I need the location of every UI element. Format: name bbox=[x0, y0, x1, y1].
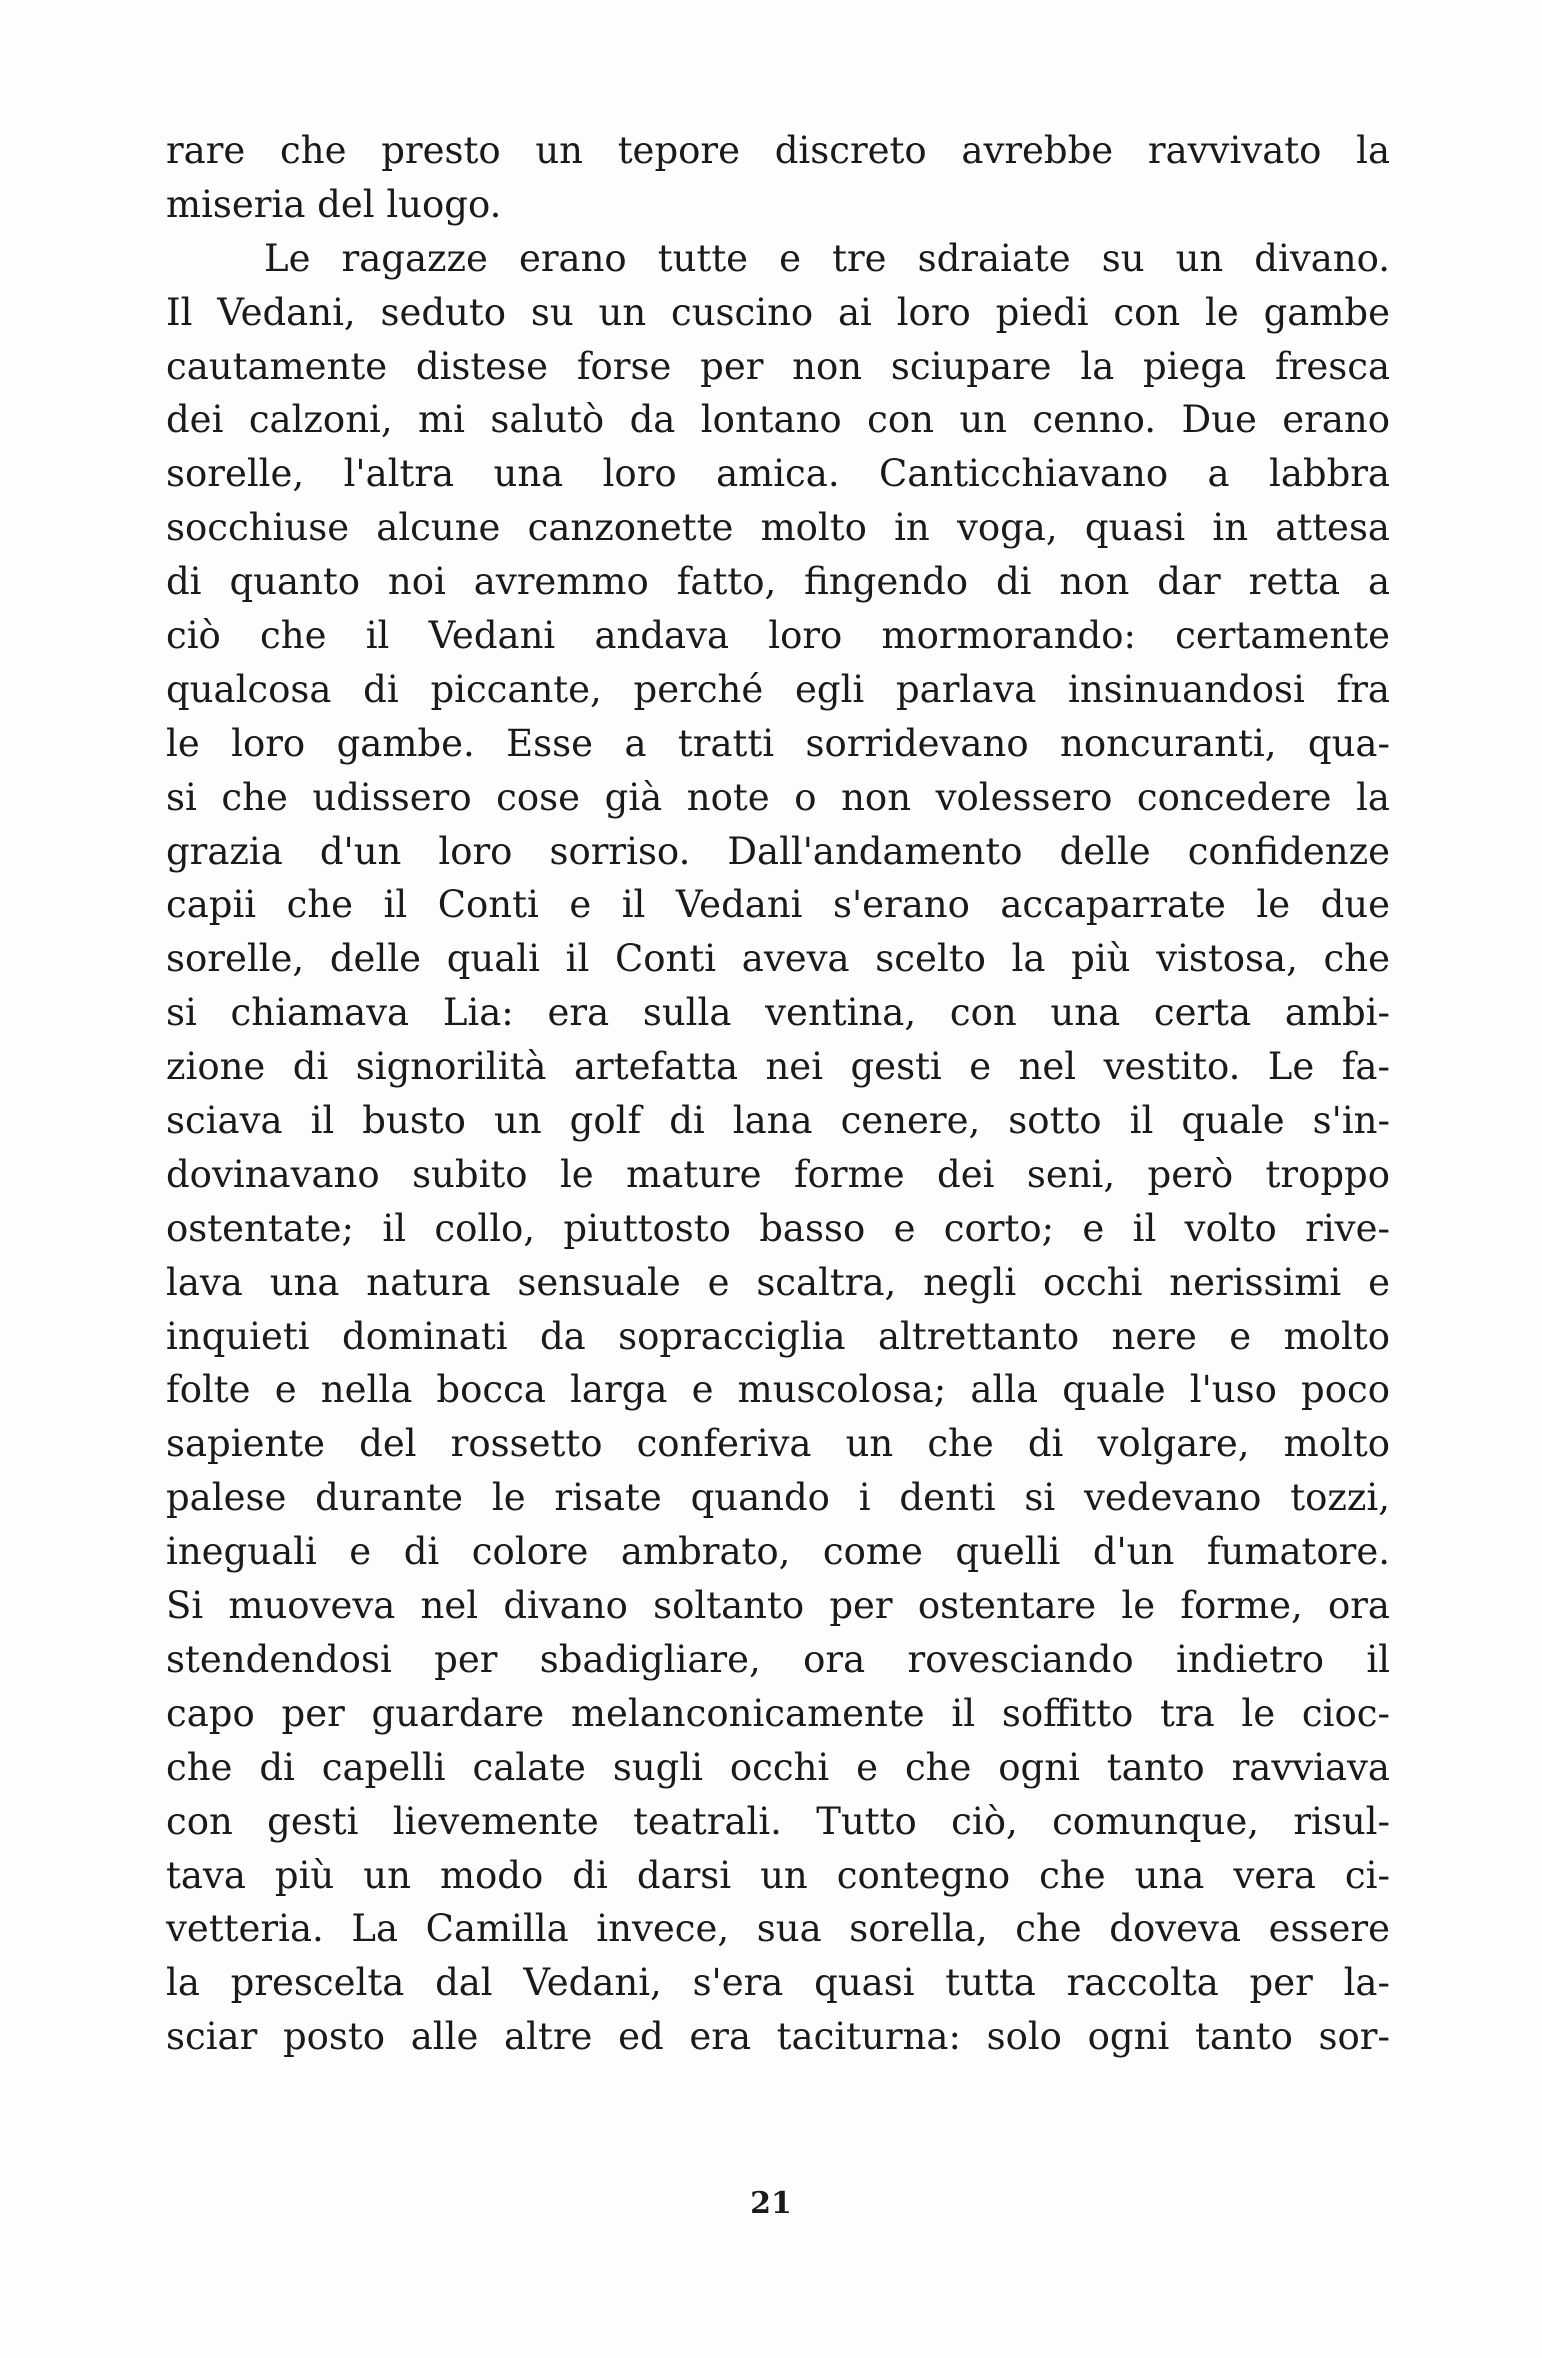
text-line: stendendosi per sbadigliare, ora rovesciando indietro il bbox=[166, 1637, 1390, 1681]
text-line: si che udissero cose già note o non volessero concedere la bbox=[166, 775, 1390, 819]
text-line: la prescelta dal Vedani, s'era quasi tutta raccolta per la- bbox=[166, 1961, 1390, 2005]
text-line: sciar posto alle altre ed era taciturna: solo ogni tanto sor- bbox=[166, 2015, 1390, 2059]
text-line: con gesti lievemente teatrali. Tutto ciò, comunque, risul- bbox=[166, 1799, 1390, 1843]
text-line: folte e nella bocca larga e muscolosa; alla quale l'uso poco bbox=[166, 1368, 1390, 1412]
text-line: Le ragazze erano tutte e tre sdraiate su un divano. bbox=[264, 236, 1390, 280]
text-line: ciò che il Vedani andava loro mormorando: certamente bbox=[166, 614, 1390, 658]
text-line: sciava il busto un golf di lana cenere, sotto il quale s'in- bbox=[166, 1099, 1390, 1143]
text-line: ineguali e di colore ambrato, come quelli d'un fumatore. bbox=[166, 1530, 1390, 1574]
text-line: socchiuse alcune canzonette molto in voga, quasi in attesa bbox=[166, 506, 1390, 550]
text-line: capo per guardare melanconicamente il soffitto tra le cioc- bbox=[166, 1691, 1390, 1735]
text-line: sorelle, delle quali il Conti aveva scelto la più vistosa, che bbox=[166, 937, 1390, 981]
text-line: cautamente distese forse per non sciupare la piega fresca bbox=[166, 344, 1390, 388]
text-line: dovinavano subito le mature forme dei seni, però troppo bbox=[166, 1152, 1390, 1196]
text-line: capii che il Conti e il Vedani s'erano accaparrate le due bbox=[166, 883, 1390, 927]
text-line: lava una natura sensuale e scaltra, negli occhi nerissimi e bbox=[166, 1260, 1390, 1304]
text-line: le loro gambe. Esse a tratti sorridevano noncuranti, qua- bbox=[166, 721, 1390, 765]
text-line: Il Vedani, seduto su un cuscino ai loro piedi con le gambe bbox=[166, 290, 1390, 334]
text-line: inquieti dominati da sopracciglia altrettanto nere e molto bbox=[166, 1314, 1390, 1358]
text-line: si chiamava Lia: era sulla ventina, con una certa ambi- bbox=[166, 991, 1390, 1035]
text-line: di quanto noi avremmo fatto, fingendo di non dar retta a bbox=[166, 560, 1390, 604]
text-line: ostentate; il collo, piuttosto basso e corto; e il volto rive- bbox=[166, 1206, 1390, 1250]
page-number: 21 bbox=[750, 2186, 792, 2221]
body-text bbox=[166, 124, 1390, 2064]
text-line: zione di signorilità artefatta nei gesti e nel vestito. Le fa- bbox=[166, 1045, 1390, 1089]
text-line: rare che presto un tepore discreto avrebbe ravvivato la bbox=[166, 129, 1390, 172]
text-line: qualcosa di piccante, perché egli parlava insinuandosi fra bbox=[166, 667, 1390, 711]
text-line: dei calzoni, mi salutò da lontano con un cenno. Due erano bbox=[166, 398, 1390, 442]
text-line: Si muoveva nel divano soltanto per ostentare le forme, ora bbox=[166, 1584, 1390, 1628]
text-line: che di capelli calate sugli occhi e che ogni tanto ravviava bbox=[166, 1745, 1390, 1789]
text-line: palese durante le risate quando i denti si vedevano tozzi, bbox=[166, 1476, 1390, 1520]
text-line: tava più un modo di darsi un contegno che una vera ci- bbox=[166, 1853, 1390, 1897]
text-line: sapiente del rossetto conferiva un che di volgare, molto bbox=[166, 1422, 1390, 1466]
text-line: vetteria. La Camilla invece, sua sorella, che doveva essere bbox=[166, 1907, 1390, 1951]
text-line: miseria del luogo. bbox=[166, 182, 502, 226]
text-line: grazia d'un loro sorriso. Dall'andamento delle confidenze bbox=[166, 829, 1390, 873]
text-line: sorelle, l'altra una loro amica. Canticchiavano a labbra bbox=[166, 452, 1390, 496]
